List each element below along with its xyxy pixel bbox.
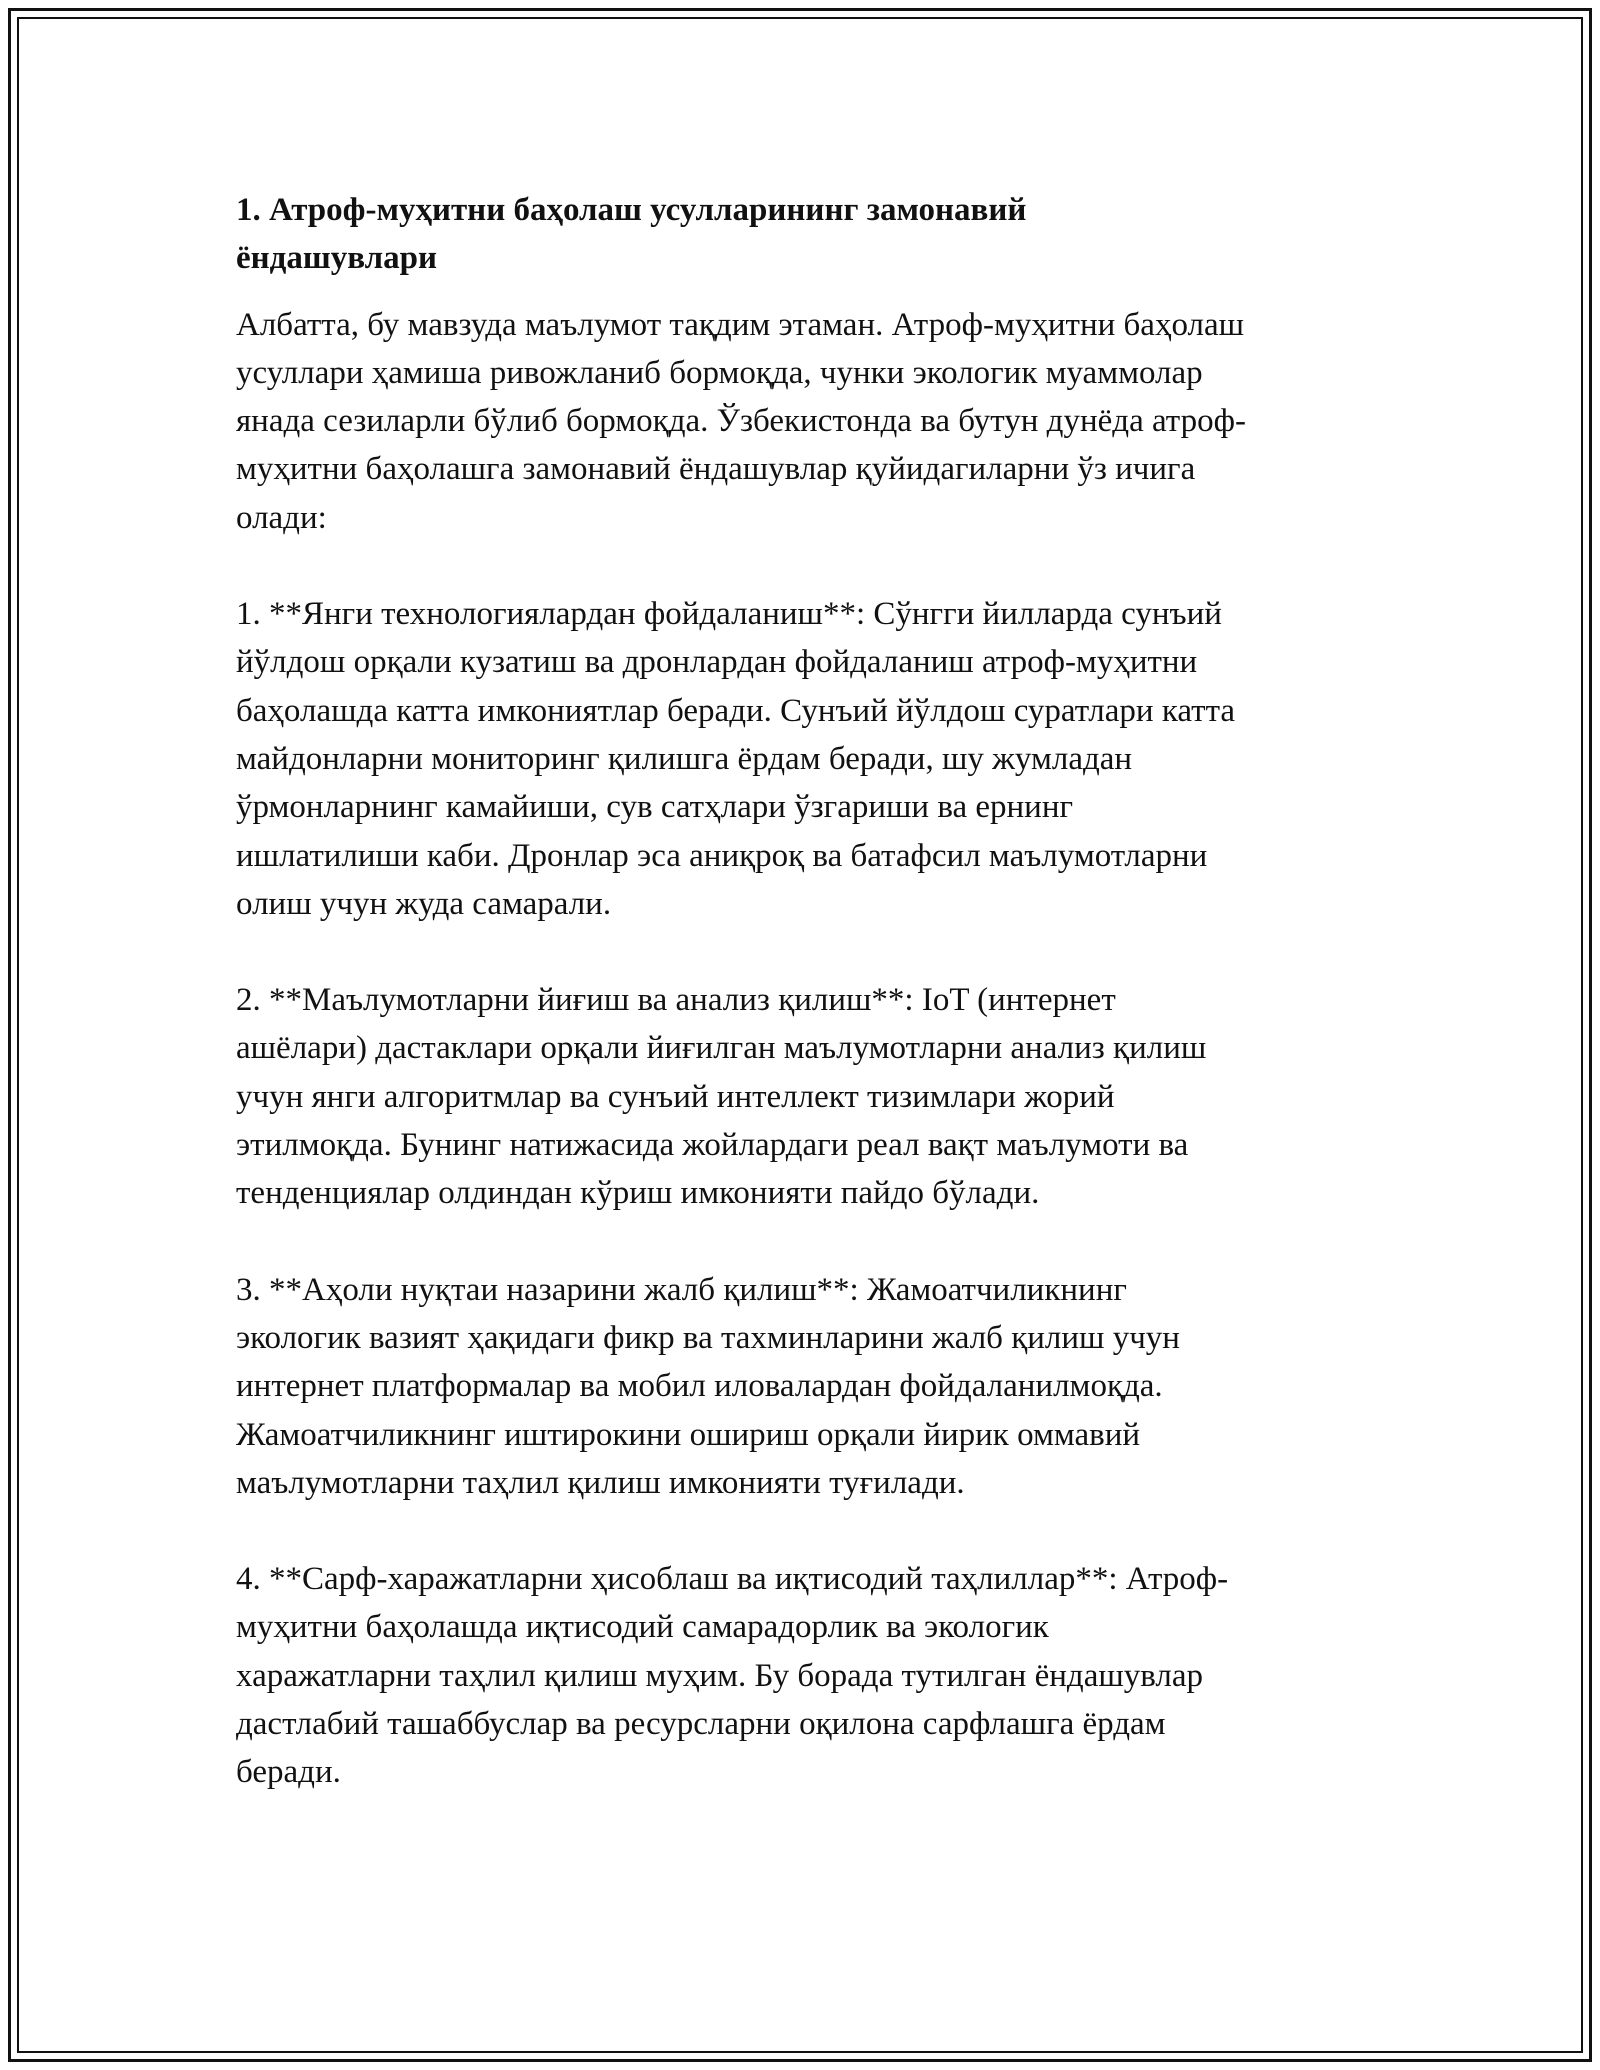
intro-paragraph: Албатта, бу мавзуда маълумот тақдим этаман. Атроф-муҳитни баҳолаш усуллари ҳамиша ривожланиб бормоқда, чунки экологик муаммолар янада сезиларли бўлиб бормоқда. Ўзбекистонда ва бутун дунёда атроф- муҳитни баҳолашга замонавий ёндашувлар қуйидагиларни ўз ичига олади: [236,306,1246,536]
list-item-new-technologies: 1. **Янги технологиялардан фойдаланиш**: Сўнгги йилларда сунъий йўлдош орқали кузатиш ва дронлардан фойдаланиш атроф-муҳитни баҳолашда катта имкониятлар беради. Сунъий йўлдош суратлари катта майдонларни мониторинг қилишга ёрдам беради, шу жумладан ўрмонларнинг камайиши, сув сатҳлари ўзгариши ва ернинг ишлатилиши каби. Дронлар эса аниқроқ ва батафсил маълумотларни олиш учун жуда самарали. [236,596,1236,922]
document-body [236,186,1376,1797]
list-item-public-engagement: 3. **Аҳоли нуқтаи назарини жалб қилиш**: Жамоатчиликнинг экологик вазият ҳақидаги фикр ва тахминларини жалб қилиш учун интернет платформалар ва мобил иловалардан фойдаланилмоқда. Жамоатчиликнинг иштирокини ошириш орқали йирик оммавий маълумотларни таҳлил қилиш имконияти туғилади. [236,1271,1180,1501]
document-title: 1. Атроф-муҳитни баҳолаш усулларининг замонавий ёндашувлари [236,192,1027,277]
list-item-data-collection: 2. **Маълумотларни йиғиш ва анализ қилиш**: IoT (интернет ашёлари) дастаклари орқали йиғилган маълумотларни анализ қилиш учун янги алгоритмлар ва сунъий интеллект тизимлари жорий этилмоқда. Бунинг натижасида жойлардаги реал вақт маълумоти ва тенденциялар олдиндан кўриш имконияти пайдо бўлади. [236,982,1207,1212]
list-item-cost-analysis: 4. **Сарф-харажатларни ҳисоблаш ва иқтисодий таҳлиллар**: Атроф- муҳитни баҳолашда иқтисодий самарадорлик ва экологик харажатларни таҳлил қилиш муҳим. Бу борада тутилган ёндашувлар дастлабий ташаббуслар ва ресурсларни оқилона сарфлашга ёрдам беради. [236,1561,1229,1791]
approaches-list [236,590,1376,1797]
